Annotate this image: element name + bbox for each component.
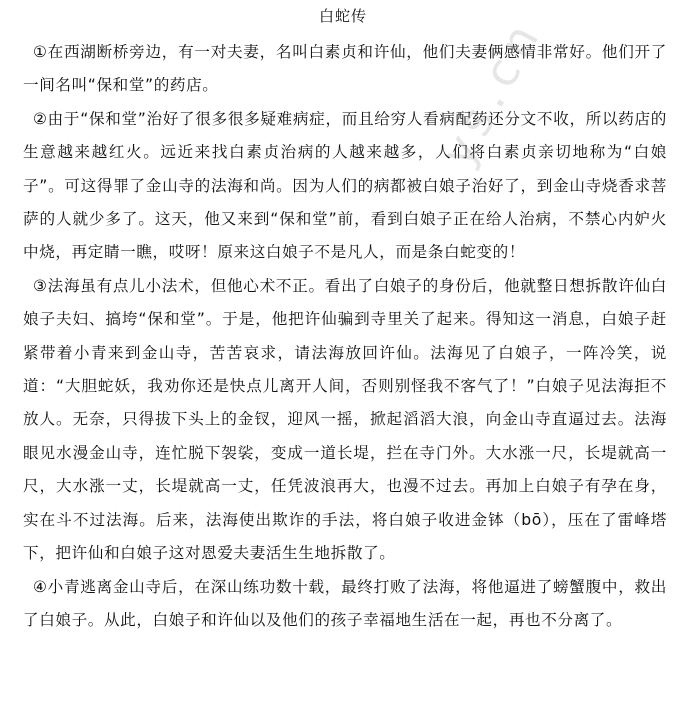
article-body — [23, 36, 667, 637]
paragraph-3: ③法海虽有点儿小法术，但他心术不正。看出了白娘子的身份后，他就整日想拆散许仙白娘子夫妇、搞垮“保和堂”。于是，他把许仙骗到寺里关了起来。得知这一消息，白娘子赶紧带着小青来到金山寺，苦苦哀求，请法海放回许仙。法海见了白娘子，一阵冷笑，说道：“大胆蛇妖，我劝你还是快点儿离开人间，否则别怪我不客气了！”白娘子见法海拒不放人。无奈，只得拔下头上的金钗，迎风一摇，掀起滔滔大浪，向金山寺直逼过去。法海眼见水漫金山寺，连忙脱下袈裟，变成一道长堤，拦在寺门外。大水涨一尺，长堤就高一尺，大水涨一丈，长堤就高一丈，任凭波浪再大，也漫不过去。再加上白娘子有孕在身，实在斗不过法海。后来，法海使出欺诈的手法，将白娘子收进金钵（bō），压在了雷峰塔下，把许仙和白娘子这对恩爱夫妻活生生地拆散了。 — [23, 276, 667, 563]
paragraph-2: ②由于“保和堂”治好了很多很多疑难病症，而且给穷人看病配药还分文不收，所以药店的生意越来越红火。远近来找白素贞治病的人越来越多，人们将白素贞亲切地称为“白娘子”。可这得罪了金山寺的法海和尚。因为人们的病都被白娘子治好了，到金山寺烧香求菩萨的人就少多了。这天，他又来到“保和堂”前，看到白娘子正在给人治病，不禁心内妒火中烧，再定睛一瞧，哎呀！原来这白娘子不是凡人，而是条白蛇变的！ — [23, 109, 667, 262]
paragraph-1: ①在西湖断桥旁边，有一对夫妻，名叫白素贞和许仙，他们夫妻俩感情非常好。他们开了一间名叫“保和堂”的药店。 — [23, 43, 667, 95]
watermark: ys.cn — [430, 8, 553, 176]
document-title: 白蛇传 — [318, 7, 367, 25]
paragraph-4: ④小青逃离金山寺后，在深山练功数十载，最终打败了法海，将他逼进了螃蟹腹中，救出了白娘子。从此，白娘子和许仙以及他们的孩子幸福地生活在一起，再也不分离了。 — [23, 577, 667, 629]
